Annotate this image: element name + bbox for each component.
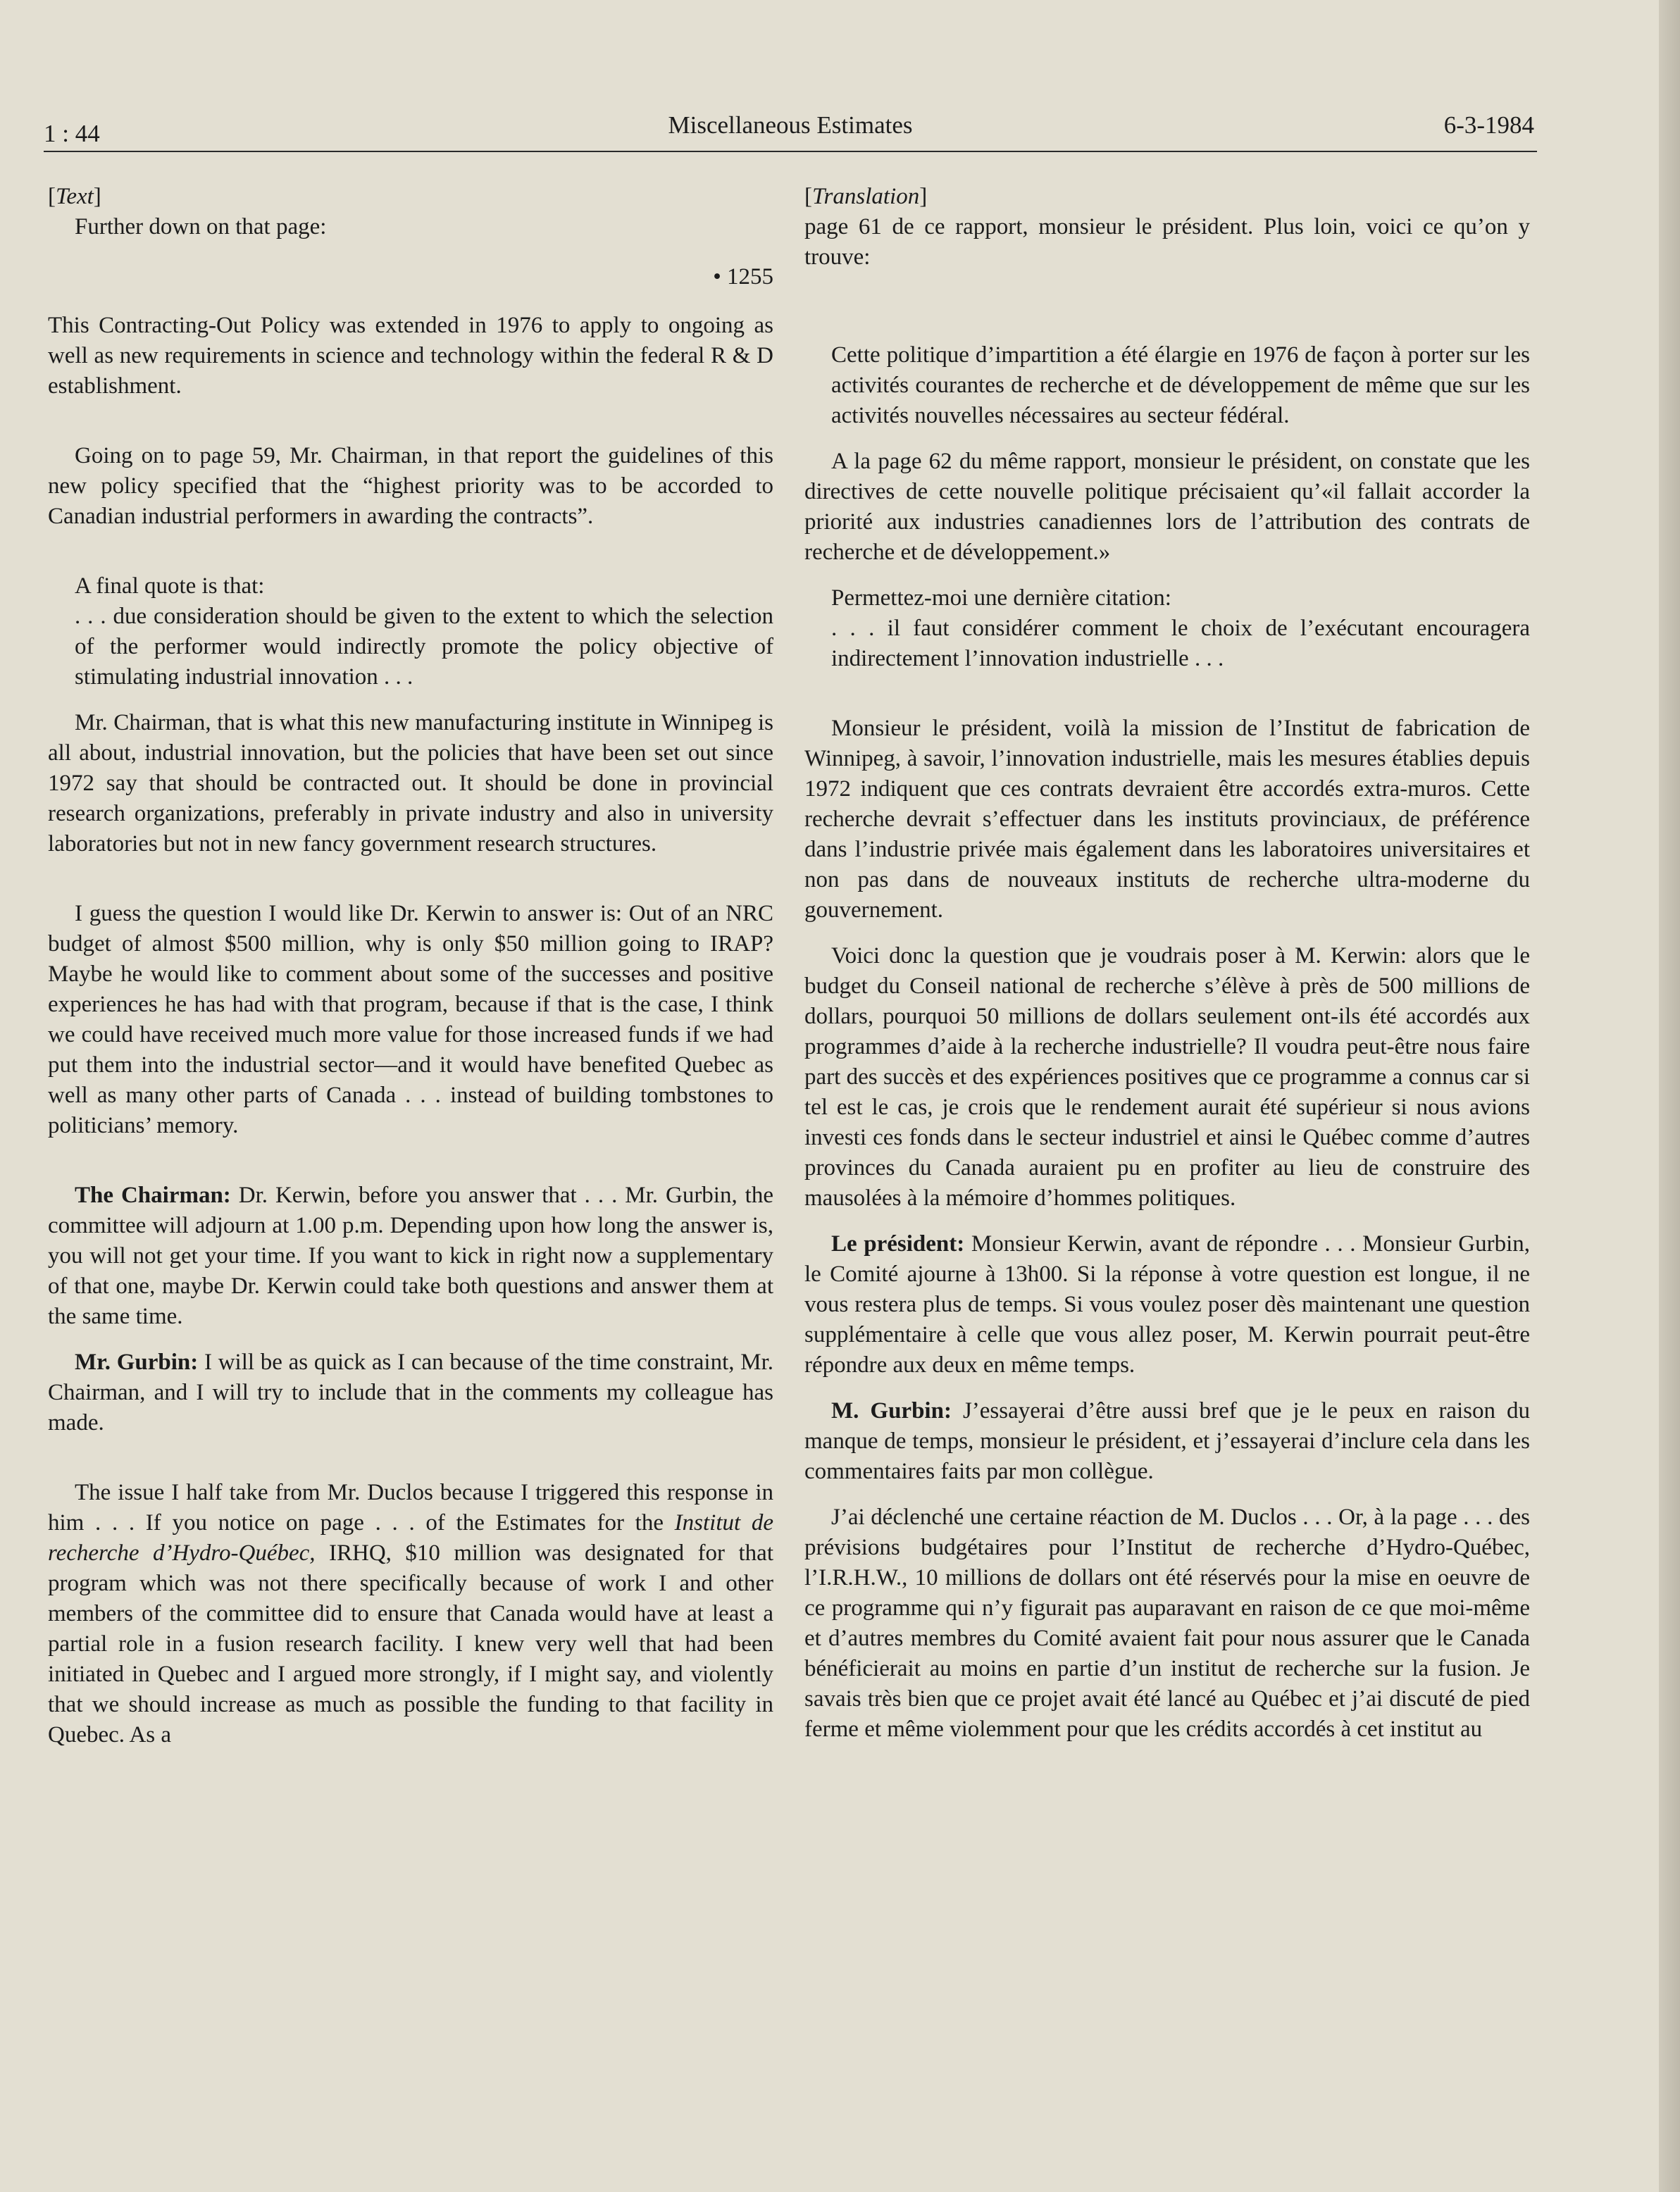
- speaker-name: The Chairman:: [75, 1183, 231, 1208]
- paragraph: A final quote is that:: [75, 573, 265, 599]
- header-rule: [44, 151, 1537, 152]
- block-quote: . . . due consideration should be given to the extent to which the selection of the performer would indirectly promote the policy objective of stimulating industrial innovation . . .: [75, 604, 773, 690]
- speaker-name: Le président:: [831, 1231, 965, 1257]
- paragraph: Voici donc la question que je voudrais poser à M. Kerwin: alors que le budget du Conseil national de recherche s’élève à près de 500 millions de dollars, pourquoi 50 millions de dollars seulement ont-ils été accordés aux programmes d’aide à la recherche industrielle? Il voudra peut-être nous faire part des succès et des expériences positives que ce programme a connus car si tel est le cas, je crois que le rendement aurait été supérieur si nous avions investi ces fonds dans le secteur industriel et ainsi le Québec comme d’autres provinces du Canada auraient pu en profiter au lieu de construire des mausolées à la mémoire d’hommes politiques.: [804, 943, 1530, 1211]
- language-label: [Text]: [48, 184, 101, 209]
- date: 6-3-1984: [1443, 111, 1534, 139]
- paragraph: Monsieur le président, voilà la mission de l’Institut de fabrication de Winnipeg, à savoir, l’innovation industrielle, mais les mesures établies depuis 1972 indiquent que ces contrats devraient être accordés extra-muros. Cette recherche devrait s’effectuer dans les instituts provinciaux, de préférence dans l’industrie privée mais également dans les laboratoires universitaires et non pas dans de nouveaux instituts de recherche ultra-moderne du gouvernement.: [804, 716, 1530, 923]
- paragraph: I guess the question I would like Dr. Kerwin to answer is: Out of an NRC budget of almost $500 million, why is only $50 million going to IRAP? Maybe he would like to comment about some of the successes and positive experiences he has had with that program, because if that is the case, I think we could have received much more value for those increased funds if we had put them into the industrial sector—and it would have benefited Quebec as well as many other parts of Canada . . . instead of building tombstones to politicians’ memory.: [48, 901, 773, 1138]
- paragraph: Further down on that page:: [75, 214, 327, 239]
- binding-edge: [1659, 0, 1680, 2192]
- paragraph: A la page 62 du même rapport, monsieur le président, on constate que les directives de cette nouvelle politique précisaient qu’«il fallait accorder la priorité aux industries canadiennes lors de l’attribution des contrats de recherche et de développement.»: [804, 449, 1530, 565]
- paragraph: Permettez-moi une dernière citation:: [831, 585, 1171, 611]
- paragraph: Mr. Gurbin: I will be as quick as I can because of the time constraint, Mr. Chairman, and I will try to include that in the comments my colleague has made.: [48, 1350, 773, 1436]
- paragraph: M. Gurbin: J’essayerai d’être aussi bref que je le peux en raison du manque de temps, monsieur le président, et j’essayerai d’inclure cela dans les commentaires faits par mon collègue.: [804, 1398, 1530, 1484]
- block-quote: Cette politique d’impartition a été élargie en 1976 de façon à porter sur les activités courantes de recherche et de développement de même que sur les activités nouvelles nécessaires au secteur fédéral.: [831, 342, 1530, 428]
- block-quote: . . . il faut considérer comment le choix de l’exécutant encouragera indirectement l’innovation industrielle . . .: [831, 616, 1530, 671]
- paragraph: The Chairman: Dr. Kerwin, before you answer that . . . Mr. Gurbin, the committee will adjourn at 1.00 p.m. Depending upon how long the answer is, you will not get your time. If you want to kick in right now a supplementary of that one, maybe Dr. Kerwin could take both questions and answer them at the same time.: [48, 1183, 773, 1329]
- french-column: [804, 182, 1530, 1745]
- time-marker: • 1255: [713, 264, 773, 289]
- speaker-name: M. Gurbin:: [831, 1398, 952, 1424]
- paragraph: This Contracting-Out Policy was extended in 1976 to apply to ongoing as well as new requirements in science and technology within the federal R & D establishment.: [48, 313, 773, 399]
- language-label: [Translation]: [804, 184, 928, 209]
- paragraph: J’ai déclenché une certaine réaction de M. Duclos . . . Or, à la page . . . des prévisions budgétaires pour l’Institut de recherche d’Hydro-Québec, l’I.R.H.W., 10 millions de dollars ont été réservés pour la mise en oeuvre de ce programme qui n’y figurait pas auparavant en raison de ce que moi-même et d’autres membres du Comité avaient fait pour nous assurer que le Canada bénéficierait au moins en partie d’un institut de recherche sur la fusion. Je savais très bien que ce projet avait été lancé au Québec et j’ai discuté de pied ferme et même violemment pour que les crédits accordés à cet institut au: [804, 1505, 1530, 1742]
- paragraph: page 61 de ce rapport, monsieur le président. Plus loin, voici ce qu’on y trouve:: [804, 214, 1530, 270]
- page-number: 1 : 44: [44, 120, 100, 147]
- paragraph: The issue I half take from Mr. Duclos because I triggered this response in him . . . If you notice on page . . . of the Estimates for the Institut de recherche d’Hydro-Québec, IRHQ, $10 million was designated for that program which was not there specifically because of work I and other members of the committee did to ensure that Canada would have at least a partial role in a fusion research facility. I knew very well that had been initiated in Quebec and I argued more strongly, if I might say, and violently that we should increase as much as possible the funding to that facility in Quebec. As a: [48, 1480, 774, 1748]
- paragraph: Le président: Monsieur Kerwin, avant de répondre . . . Monsieur Gurbin, le Comité ajourne à 13h00. Si la réponse à votre question est longue, il ne vous restera plus de temps. Si vous voulez poser dès maintenant une question supplémentaire à celle que vous allez poser, M. Kerwin pourrait peut-être répondre aux deux en même temps.: [804, 1231, 1530, 1378]
- page-title: Miscellaneous Estimates: [668, 111, 913, 139]
- paragraph: Mr. Chairman, that is what this new manufacturing institute in Winnipeg is all about, industrial innovation, but the policies that have been set out since 1972 say that should be contracted out. It should be done in provincial research organizations, preferably in private industry and also in university laboratories but not in new fancy government research structures.: [48, 710, 773, 857]
- running-header: [44, 111, 1537, 151]
- speaker-name: Mr. Gurbin:: [75, 1350, 199, 1375]
- english-column: [48, 182, 773, 1750]
- paragraph: Going on to page 59, Mr. Chairman, in that report the guidelines of this new policy specified that the “highest priority was to be accorded to Canadian industrial performers in awarding the contracts”.: [48, 443, 773, 529]
